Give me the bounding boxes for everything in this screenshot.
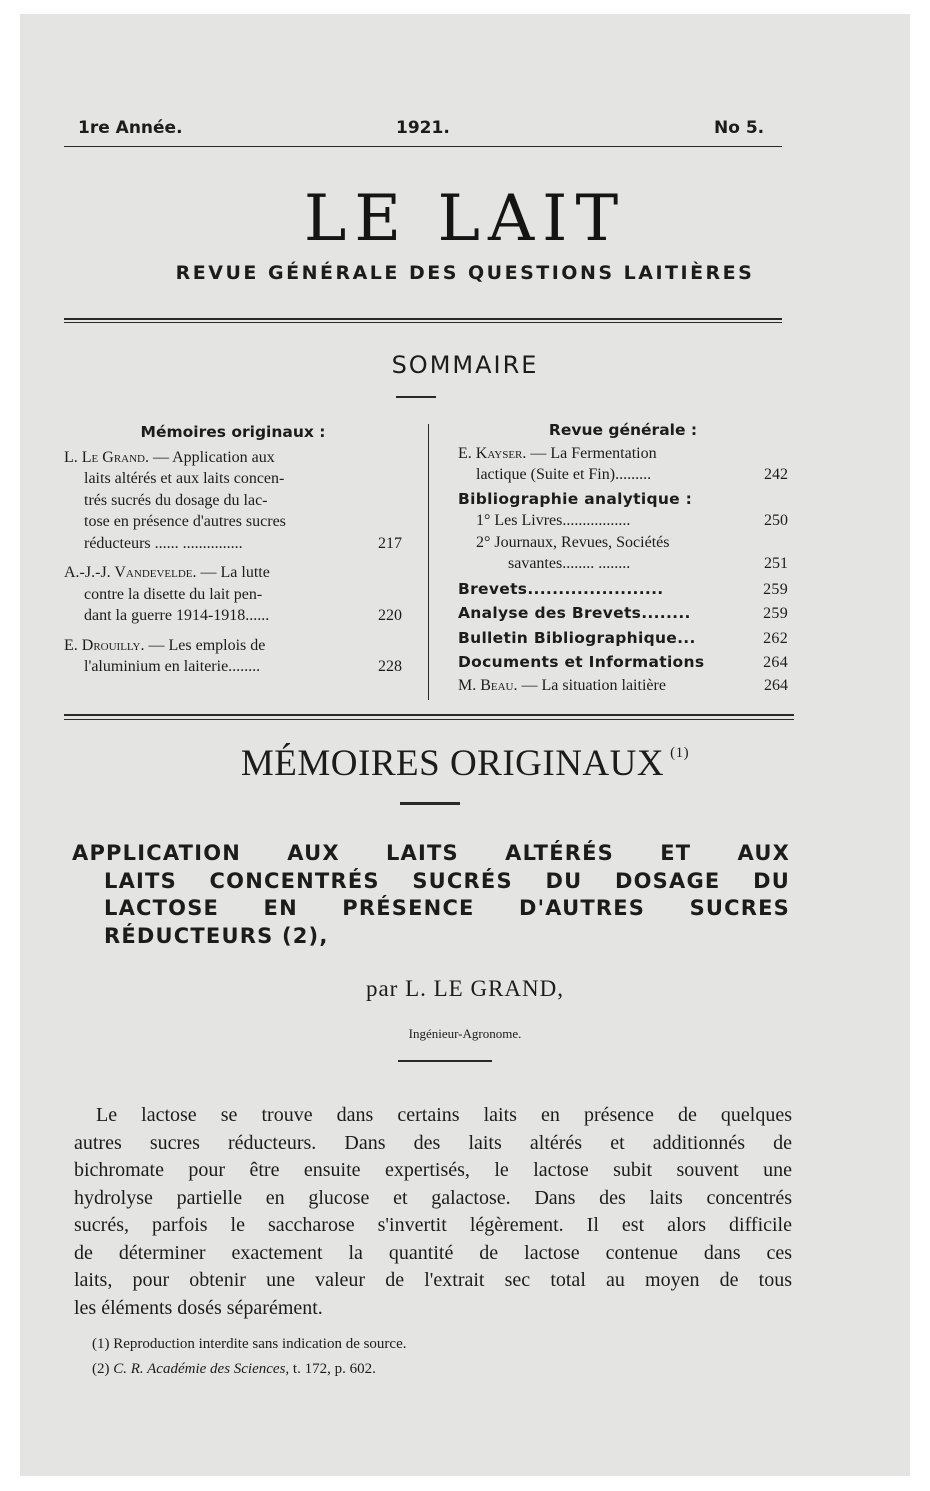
article-title-line: LACTOSE EN PRÉSENCE D'AUTRES SUCRES — [104, 896, 790, 920]
journal-page — [20, 14, 910, 1476]
toc-text: contre la disette du lait pen- — [84, 585, 263, 603]
footnote-2 — [92, 1361, 376, 1378]
footnote-2-reference: t. 172, p. 602. — [292, 1361, 376, 1377]
toc-page: 228 — [378, 658, 402, 675]
toc-page: 250 — [764, 512, 788, 529]
toc-column-divider — [428, 424, 429, 700]
toc-entry-journaux — [458, 532, 788, 554]
toc-text: trés sucrés du dosage du lac- — [84, 491, 268, 509]
body-line: Le lactose se trouve dans certains laits en présence de quelques — [96, 1104, 792, 1126]
year: 1921. — [396, 118, 450, 138]
toc-author: L. Le Grand. — [64, 448, 149, 466]
toc-entry-vandevelde — [64, 562, 402, 627]
toc-bibliographie-heading: Bibliographie analytique : — [458, 489, 693, 508]
footnote-2-number: (2) — [92, 1361, 110, 1377]
toc-author: M. Beau. — [458, 676, 518, 694]
section-title-text: MÉMOIRES ORIGINAUX — [240, 743, 665, 784]
toc-entry-le-grand — [64, 447, 402, 555]
toc-page: 264 — [763, 654, 788, 671]
article-title-line: RÉDUCTEURS (2), — [104, 923, 329, 948]
toc-entry-beau — [458, 675, 788, 697]
toc-text: Brevets...................... — [458, 579, 664, 598]
body-line: bichromate pour être ensuite expertisés, le lactose subit souvent une — [74, 1159, 792, 1181]
article-title-line: APPLICATION AUX LAITS ALTÉRÉS ET AUX — [72, 841, 790, 865]
article-body — [74, 1102, 792, 1322]
toc-author: E. Kayser. — [458, 444, 527, 462]
toc-page: 217 — [378, 534, 402, 552]
toc-right-heading: Revue générale : — [548, 421, 698, 439]
body-line: sucrés, parfois le saccharose s'invertit légèrement. Il est alors difficile — [74, 1214, 792, 1236]
toc-text: tose en présence d'autres sucres — [84, 513, 286, 530]
toc-entry-kayser — [458, 443, 788, 486]
body-line: autres sucres réducteurs. Dans des laits altérés et additionnés de — [74, 1131, 792, 1154]
toc-entry-documents — [458, 652, 788, 674]
toc-text: dant la guerre 1914-1918...... — [84, 607, 270, 624]
toc-text: 1° Les Livres................. — [476, 512, 631, 529]
toc-right-column — [458, 420, 788, 696]
double-rule-bottom-a — [64, 714, 794, 716]
toc-text: laits altérés et aux laits concen- — [84, 470, 285, 487]
toc-page: 220 — [378, 607, 402, 624]
section-title — [20, 742, 910, 785]
toc-entry-analyse — [458, 603, 788, 625]
toc-text: — La lutte — [200, 564, 270, 581]
toc-left-column — [64, 422, 402, 678]
body-line: de déterminer exactement la quantité de lactose contenue dans ces — [74, 1241, 792, 1264]
sommaire-underline — [396, 396, 436, 398]
toc-entry-bulletin — [458, 628, 788, 650]
body-line: les éléments dosés séparément. — [74, 1296, 323, 1319]
double-rule-top-a — [64, 318, 782, 320]
toc-left-heading: Mémoires originaux : — [140, 423, 326, 441]
toc-page: 251 — [764, 555, 788, 572]
footnote-2-source: C. R. Académie des Sciences, — [113, 1361, 290, 1377]
double-rule-bottom-b — [64, 719, 794, 720]
section-underline — [400, 802, 460, 805]
toc-author: E. Drouilly. — [64, 636, 145, 654]
toc-text: — Les emplois de — [148, 636, 266, 654]
toc-text: lactique (Suite et Fin)......... — [476, 466, 652, 483]
toc-text: savantes........ ........ — [508, 555, 631, 572]
toc-page: 259 — [763, 580, 788, 598]
author-underline — [398, 1060, 492, 1062]
article-title-line: LAITS CONCENTRÉS SUCRÉS DU DOSAGE DU — [104, 868, 790, 893]
toc-text: 2° Journaux, Revues, Sociétés — [476, 533, 670, 551]
toc-text: réducteurs ...... ............... — [84, 534, 243, 552]
toc-entry-livres — [458, 510, 788, 532]
toc-author: A.-J.-J. Vandevelde. — [64, 564, 197, 581]
toc-text: Analyse des Brevets........ — [458, 604, 691, 622]
toc-page: 242 — [764, 466, 788, 483]
journal-subtitle: REVUE GÉNÉRALE DES QUESTIONS LAITIÈRES — [175, 262, 755, 284]
year-label: 1re Année. — [78, 118, 183, 138]
author-role: Ingénieur-Agronome. — [408, 1026, 522, 1041]
article-title — [72, 840, 790, 950]
toc-text: — La Fermentation — [530, 444, 657, 462]
body-line: hydrolyse partielle en glucose et galactose. Dans des laits concentrés — [74, 1186, 792, 1209]
toc-text: Bulletin Bibliographique... — [458, 628, 696, 647]
toc-page: 259 — [763, 605, 788, 622]
section-note-ref: (1) — [670, 745, 690, 761]
footnote-1: (1) Reproduction interdite sans indication de source. — [92, 1336, 407, 1352]
toc-text: Documents et Informations — [458, 653, 705, 671]
toc-text: — La situation laitière — [521, 676, 666, 694]
toc-text: — Application aux — [153, 448, 275, 466]
double-rule-top-b — [64, 322, 782, 323]
toc-entry-drouilly — [64, 635, 402, 678]
toc-text: l'aluminium en laiterie........ — [84, 658, 261, 675]
journal-title: LE LAIT — [303, 182, 627, 256]
article-author: par L. LE GRAND, — [365, 976, 565, 1001]
toc-entry-journaux-cont — [458, 553, 788, 575]
toc-page: 264 — [764, 676, 788, 694]
toc-entry-brevets — [458, 579, 788, 601]
toc-page: 262 — [763, 629, 788, 647]
sommaire-heading: SOMMAIRE — [391, 351, 539, 379]
header-rule — [64, 146, 782, 147]
issue-number: No 5. — [714, 118, 765, 138]
body-line: laits, pour obtenir une valeur de l'extrait sec total au moyen de tous — [74, 1269, 792, 1291]
